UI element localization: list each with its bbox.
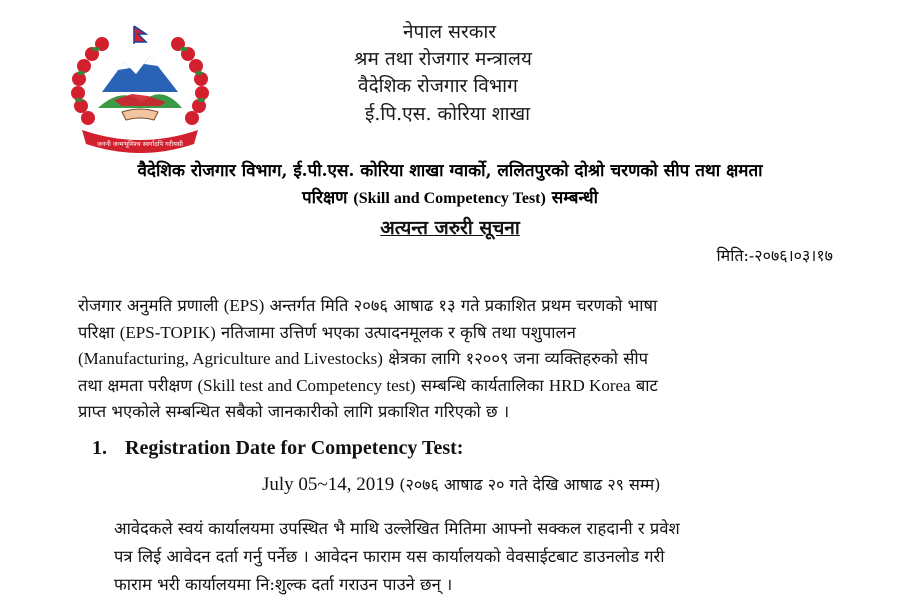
notice-title: अत्यन्त जरुरी सूचना	[380, 217, 520, 239]
instructions-line-3: फाराम भरी कार्यालयमा नि:शुल्क दर्ता गराउन पाउने छन् ।	[114, 575, 453, 594]
section-title: Registration Date for Competency Test:	[125, 437, 464, 459]
registration-dates-english: July 05~14, 2019	[262, 474, 395, 495]
nepal-government-emblem-icon	[62, 22, 218, 160]
notice-date: मिति:-२०७६।०३।१७	[716, 246, 833, 265]
notice-headline-line2	[0, 185, 900, 208]
notice-headline-line1: वैदेशिक रोजगार विभाग, ई.पी.एस. कोरिया शाखा ग्वार्को, ललितपुरको दोश्रो चरणको सीप तथा क्षमता	[137, 161, 763, 181]
headline-suffix: सम्बन्धी	[551, 188, 599, 208]
instructions-line-2: पत्र लिई आवेदन दर्ता गर्नु पर्नेछ । आवेदन फाराम यस कार्यालयको वेवसाईटबाट डाउनलोड गरी	[114, 547, 665, 566]
intro-line-3: (Manufacturing, Agriculture and Livestocks) क्षेत्रका लागि १२००९ जना व्यक्तिहरुको सीप	[78, 349, 649, 368]
letterhead-ministry: श्रम तथा रोजगार मन्त्रालय	[354, 48, 532, 70]
registration-dates	[262, 473, 660, 496]
intro-line-4: तथा क्षमता परीक्षण (Skill test and Competency test) सम्बन्धि कार्यतालिका HRD Korea बाट	[78, 375, 658, 395]
letterhead-department: वैदेशिक रोजगार विभाग	[358, 75, 518, 97]
emblem-motto: जननी जन्मभूमिश्च स्वर्गादपि गरीयसी	[97, 140, 183, 148]
letterhead-branch: ई.पि.एस. कोरिया शाखा	[365, 103, 531, 125]
intro-line-5: प्राप्त भएकोले सम्बन्धित सबैको जानकारीको लागि प्रकाशित गरिएको छ ।	[78, 402, 510, 421]
intro-line-1: रोजगार अनुमति प्रणाली (EPS) अन्तर्गत मिति २०७६ आषाढ १३ गते प्रकाशित प्रथम चरणको भाषा	[78, 296, 658, 315]
intro-paragraph	[78, 293, 833, 426]
registration-dates-nepali: (२०७६ आषाढ २० गते देखि आषाढ २९ सम्म)	[399, 475, 661, 494]
instructions-paragraph	[114, 515, 832, 599]
letterhead-government: नेपाल सरकार	[403, 21, 497, 43]
intro-line-2: परिक्षा (EPS-TOPIK) नतिजामा उत्तिर्ण भएका उत्पादनमूलक र कृषि तथा पशुपालन	[78, 322, 576, 342]
headline-prefix: परिक्षण	[301, 188, 348, 208]
section-1-heading	[92, 437, 463, 460]
instructions-line-1: आवेदकले स्वयं कार्यालयमा उपस्थित भै माथि उल्लेखित मितिमा आफ्नो सक्कल राहदानी र प्रवेश	[114, 519, 680, 538]
headline-english: (Skill and Competency Test)	[353, 190, 546, 207]
section-number: 1.	[92, 437, 107, 459]
